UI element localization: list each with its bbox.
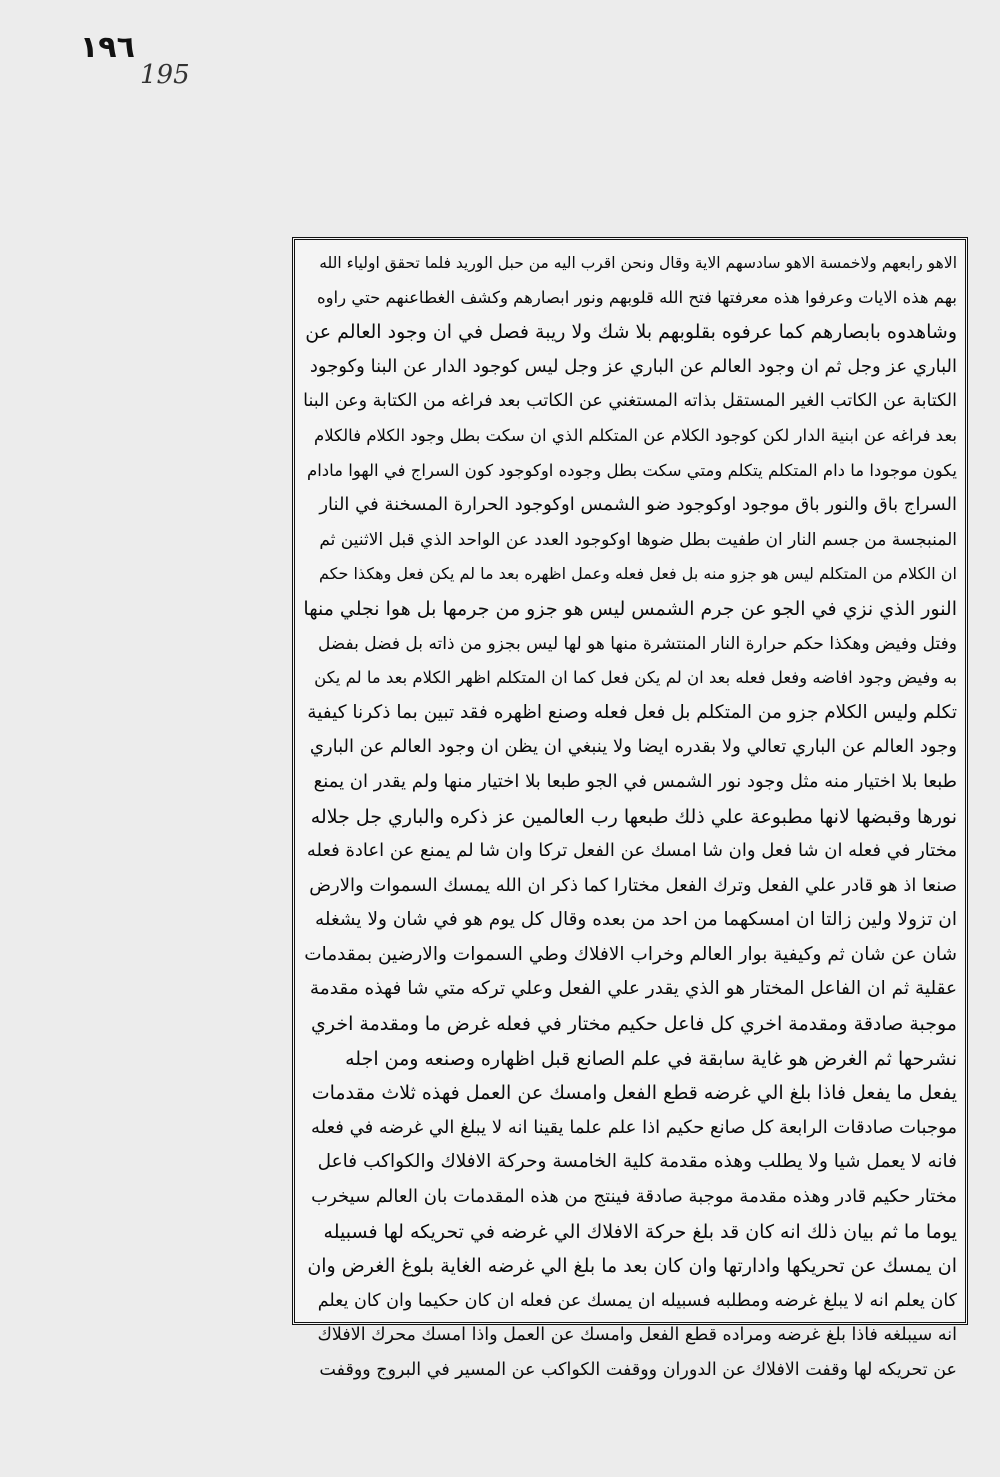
text-line: عن تحريكه لها وقفت الافلاك عن الدوران ووقفت الكواكب عن المسير في البروج ووقفت [319, 1360, 957, 1380]
text-line: نشرحها ثم الغرض هو غاية سابقة في علم الصانع قبل اظهاره وصنعه ومن اجله [345, 1047, 957, 1070]
text-line: صنعا اذ هو قادر علي الفعل وترك الفعل مختارا كما ذكر ان الله يمسك السموات والارض [309, 874, 957, 896]
text-line: يفعل ما يفعل فاذا بلغ الي غرضه قطع الفعل وامسك عن العمل فهذه ثلاث مقدمات [311, 1082, 957, 1105]
text-line: الاهو رابعهم ولاخمسة الاهو سادسهم الاية وقال ونحن اقرب اليه من حبل الوريد فلما تحقق اولياء الله [319, 254, 957, 272]
text-line: فانه لا يعمل شيا ولا يطلب وهذه مقدمة كلية الخامسة وحركة الافلاك والكواكب فاعل [317, 1151, 957, 1173]
text-line: بهم هذه الايات وعرفوا هذه معرفتها فتح الله قلوبهم ونور ابصارهم وكشف الغطاعنهم حتي راوه [316, 287, 957, 307]
page-number: ١٩٦ [80, 30, 135, 65]
text-line: مختار في فعله ان شا فعل وان شا امسك عن الفعل تركا وان شا لم يمنع عن اعادة فعله [306, 840, 957, 862]
text-line: طبعا بلا اختيار منه مثل وجود نور الشمس في الجو طبعا بلا اختيار منها ولم يقدر ان يمنع [313, 770, 957, 792]
text-line: وجود العالم عن الباري تعالي ولا بقدره ايضا ولا ينبغي ان يظن ان وجود العالم عن الباري [309, 736, 957, 758]
text-line: الكتابة عن الكاتب الغير المستقل بذاته المستغني عن الكاتب بعد فراغه من الكتابة وعن البنا [303, 391, 957, 412]
text-line: ان الكلام من المتكلم ليس هو جزو منه بل فعل فعله وعمل اظهره بعد ما لم يكن فعل وهكذا حكم [318, 564, 957, 584]
manuscript-text-body [303, 246, 957, 1388]
text-line: تكلم وليس الكلام جزو من المتكلم بل فعل فعله وصنع اظهره فقد تبين بما ذكرنا كيفية [307, 701, 957, 723]
text-line: عقلية ثم ان الفاعل المختار هو الذي يقدر علي الفعل وعلي تركه متي شا فهذه مقدمة [309, 978, 957, 1000]
text-line: بعد فراغه عن ابنية الدار لكن كوجود الكلام عن المتكلم الذي ان سكت بطل وجود الكلام فالكلام [313, 425, 957, 445]
manuscript-text-frame [292, 237, 968, 1380]
folio-number: 195 [140, 60, 190, 90]
text-line: شان عن شان ثم وكيفية بوار العالم وخراب الافلاك وطي السموات والارضين بمقدمات [304, 943, 957, 965]
text-line: انه سيبلغه فاذا بلغ غرضه ومراده قطع الفعل وامسك عن العمل واذا امسك محرك الافلاك [317, 1325, 957, 1346]
text-line: وشاهدوه بابصارهم كما عرفوه بقلوبهم بلا شك ولا ريبة فصل في ان وجود العالم عن [305, 321, 957, 344]
text-line: الباري عز وجل ثم ان وجود العالم عن الباري عز وجل ليس كوجود الدار عن البنا وكوجود [309, 355, 957, 377]
text-line: ان يمسك عن تحريكها وادارتها وان كان بعد ما بلغ الي غرضه الغاية بلوغ الغرض وان [307, 1255, 957, 1278]
text-line: به وفيض وجود افاضه وفعل فعله بعد ان لم يكن فعل كما ان المتكلم اظهر الكلام بعد ما لم يكن [314, 668, 957, 688]
text-line: موجبات صادقات الرابعة كل صانع حكيم اذا علم علما يقينا انه لا يبلغ الي غرضه في فعله [310, 1116, 957, 1138]
text-line: موجبة صادقة ومقدمة اخري كل فاعل حكيم مختار في فعله غرض ما ومقدمة اخري [311, 1013, 957, 1036]
text-line: مختار حكيم قادر وهذه مقدمة موجبة صادقة فينتج من هذه المقدمات بان العالم سيخرب [311, 1186, 957, 1208]
text-line: السراج باق والنور باق موجود اوكوجود ضو الشمس اوكوجود الحرارة المسخنة في النار [319, 494, 957, 516]
text-line: يوما ما ثم بيان ذلك انه كان قد بلغ حركة الافلاك الي غرضه في تحريكه لها فسبيله [323, 1220, 957, 1243]
text-line: نورها وقبضها لانها مطبوعة علي ذلك طبعها رب العالمين عز ذكره والباري جل جلاله [310, 805, 957, 828]
text-line: النور الذي نزي في الجو عن جرم الشمس ليس هو جزو من جرمها بل هوا نجلي منها [303, 597, 957, 620]
text-line: المنبجسة من جسم النار ان طفيت بطل ضوها اوكوجود العدد عن الواحد الذي قبل الاثنين ثم [319, 529, 957, 550]
text-line: ان تزولا ولين زالتا ان امسكهما من احد من بعده وقال كل يوم هو في شان ولا يشغله [314, 909, 957, 931]
text-line: كان يعلم انه لا يبلغ غرضه ومطلبه فسبيله ان يمسك عن فعله ان كان حكيما وان كان يعلم [317, 1290, 957, 1311]
text-line: يكون موجودا ما دام المتكلم يتكلم ومتي سكت بطل وجوده اوكوجود كون السراج في الهوا مادام [307, 460, 957, 480]
text-line: وفتل وفيض وهكذا حكم حرارة النار المنتشرة منها هو لها ليس بجزو من ذاته بل فضل بفضل [317, 633, 957, 654]
